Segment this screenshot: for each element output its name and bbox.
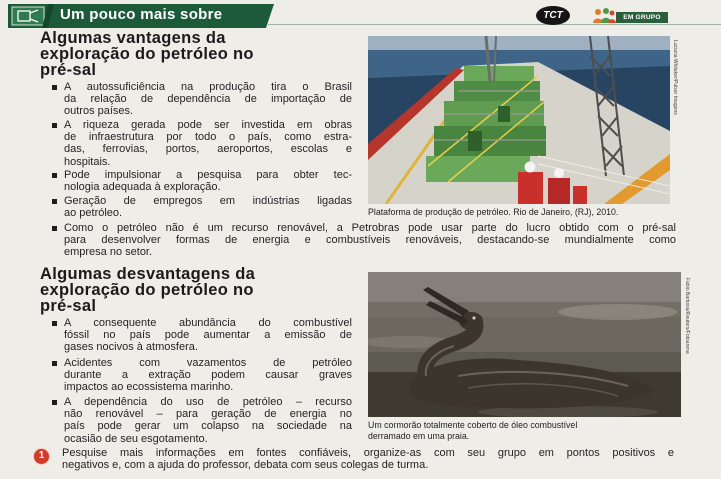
bullet-marker: [52, 321, 57, 326]
advantage-item-research: [64, 169, 352, 193]
text-line: A autossuficiência na produção tira o Brasil: [64, 81, 352, 93]
disadvantage-item-dependence: [64, 396, 352, 445]
bullet-marker: [52, 361, 57, 366]
advantage-item-infrastructure: [64, 119, 352, 168]
bullet-marker: [52, 123, 57, 128]
text-line: nologia adequada à exploração.: [64, 181, 221, 194]
activity-number-badge: 1: [33, 448, 50, 465]
oil-covered-cormorant-photo: [368, 272, 681, 417]
text-line: para desenvolver formas de energia e combustíveis renováveis, destacando-se mundialmente como: [64, 234, 676, 247]
text-line: A dependência do uso de petróleo – recurso: [64, 396, 352, 408]
text-line: Pesquise mais informações em fontes confiáveis, organize-as com seu grupo em pontos positivos e: [62, 447, 674, 459]
cormorant-photo-caption: [368, 420, 577, 442]
text-line: das, ferrovias, portos, aeroportos, escolas e: [64, 143, 352, 156]
bullet-marker: [52, 85, 57, 90]
text-line: A consequente abundância do combustível: [64, 317, 352, 329]
platform-photo-caption: Plataforma de produção de petróleo. Rio de Janeiro, (RJ), 2010.: [368, 207, 619, 217]
disadvantages-title: [40, 266, 340, 314]
advantage-item-jobs: [64, 195, 352, 219]
text-line: fóssil no país pode aumentar a emissão de: [64, 329, 352, 342]
disadvantages-title-line: pré-sal: [40, 297, 97, 315]
advantages-title: [40, 30, 340, 78]
caption-line: Um cormorão totalmente coberto de óleo combustível: [368, 420, 578, 430]
bullet-marker: [52, 199, 57, 204]
renewable-energy-item: [64, 222, 676, 259]
group-activity-label: EM GRUPO: [616, 12, 668, 23]
advantages-title-line: exploração do petróleo no: [40, 45, 254, 63]
disadvantages-title-line: exploração do petróleo no: [40, 281, 254, 299]
text-line: hospitais.: [64, 155, 111, 168]
text-line: da relação de dependência de importação de: [64, 93, 352, 106]
bullet-marker: [52, 173, 57, 178]
text-line: ao petróleo.: [64, 207, 123, 220]
section-banner-title: Um pouco mais sobre: [60, 6, 223, 23]
text-line: ocasião de seu esgotamento.: [64, 432, 208, 445]
text-line: impactos ao ecossistema marinho.: [64, 381, 234, 394]
oil-platform-photo: [368, 36, 670, 204]
section-icon: [12, 7, 44, 25]
text-line: não renovável – para geração de energia no: [64, 408, 352, 421]
header-divider: [268, 24, 721, 25]
bullet-marker: [52, 226, 57, 231]
disadvantages-title-line: Algumas desvantagens da: [40, 265, 256, 283]
caption-line: derramado em uma praia.: [368, 431, 470, 441]
platform-photo-credit: Luciana Whitaker/Pulsar Imagens: [672, 40, 678, 115]
disadvantage-item-spills: [64, 357, 352, 394]
text-line: A riqueza gerada pode ser investida em obras: [64, 119, 352, 131]
text-line: país pode gerar um colapso na sociedade na: [64, 420, 352, 433]
text-line: durante a extração podem causar graves: [64, 369, 352, 382]
advantages-title-line: pré-sal: [40, 61, 97, 79]
advantage-item-self-sufficiency: [64, 81, 352, 118]
bullet-marker: [52, 400, 57, 405]
text-line: Pode impulsionar a pesquisa para obter tec-: [64, 169, 352, 181]
text-line: negativos e, com a ajuda do professor, debata com seus colegas de turma.: [62, 459, 429, 472]
text-line: de infraestrutura por todo o país, como estra-: [64, 131, 352, 144]
disadvantage-item-emissions: [64, 317, 352, 354]
text-line: Acidentes com vazamentos de petróleo: [64, 357, 352, 369]
text-line: Como o petróleo não é um recurso renovável, a Petrobras pode usar parte do lucro obtido com o pré-sal: [64, 222, 676, 234]
activity-instructions: [62, 447, 674, 471]
text-line: empresa no setor.: [64, 246, 153, 259]
text-line: outros países.: [64, 105, 134, 118]
group-people-icon: [592, 7, 616, 24]
text-line: Geração de empregos em indústrias ligadas: [64, 195, 352, 207]
tct-badge: TCT: [536, 6, 570, 25]
cormorant-photo-credit: Fabio Barbosa/Reuters/Fotoarena: [684, 278, 690, 354]
text-line: gases nocivos à atmosfera.: [64, 341, 198, 354]
advantages-title-line: Algumas vantagens da: [40, 29, 226, 47]
